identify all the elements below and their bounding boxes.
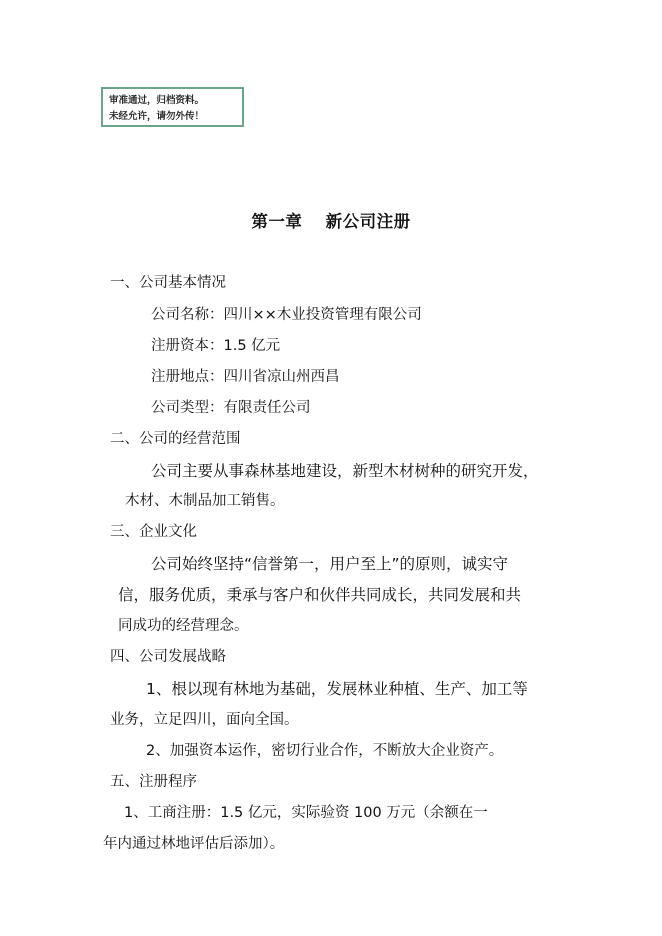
stamp-line-1: 审准通过，归档资料。 xyxy=(109,95,205,106)
chapter-title: 第一章 新公司注册 xyxy=(251,212,411,231)
section-5-heading: 五、注册程序 xyxy=(110,774,197,790)
culture-line-1: 公司始终坚持“信誉第一，用户至上”的原则，诚实守 xyxy=(151,555,509,573)
culture-line-3: 同成功的经营理念。 xyxy=(118,618,249,634)
culture-line-2: 信，服务优质，秉承与客户和伙伴共同成长，共同发展和共 xyxy=(118,586,522,604)
approval-stamp xyxy=(101,87,244,127)
registration-line-1: 1、工商注册：1.5 亿元，实际验资 100 万元（余额在一 xyxy=(124,805,488,821)
section-3-heading: 三、企业文化 xyxy=(110,524,197,540)
stamp-line-2: 未经允许，请勿外传！ xyxy=(109,111,205,122)
registered-capital: 注册资本：1.5 亿元 xyxy=(151,338,281,354)
company-type: 公司类型：有限责任公司 xyxy=(151,400,311,416)
registration-line-2: 年内通过林地评估后添加）。 xyxy=(103,836,285,852)
company-name: 公司名称：四川××木业投资管理有限公司 xyxy=(151,307,422,323)
business-scope-line-2: 木材、木制品加工销售。 xyxy=(125,493,285,509)
section-1-heading: 一、公司基本情况 xyxy=(110,275,226,291)
strategy-line-1: 1、根以现有林地为基础，发展林业种植、生产、加工等 xyxy=(146,680,528,698)
section-4-heading: 四、公司发展战略 xyxy=(110,649,226,665)
section-2-heading: 二、公司的经营范围 xyxy=(110,431,241,447)
strategy-line-3: 2、加强资本运作，密切行业合作，不断放大企业资产。 xyxy=(146,743,504,759)
strategy-line-2: 业务，立足四川，面向全国。 xyxy=(110,712,299,728)
business-scope-line-1: 公司主要从事森林基地建设，新型木材树种的研究开发， xyxy=(151,462,539,480)
registered-location: 注册地点：四川省凉山州西昌 xyxy=(151,369,340,385)
